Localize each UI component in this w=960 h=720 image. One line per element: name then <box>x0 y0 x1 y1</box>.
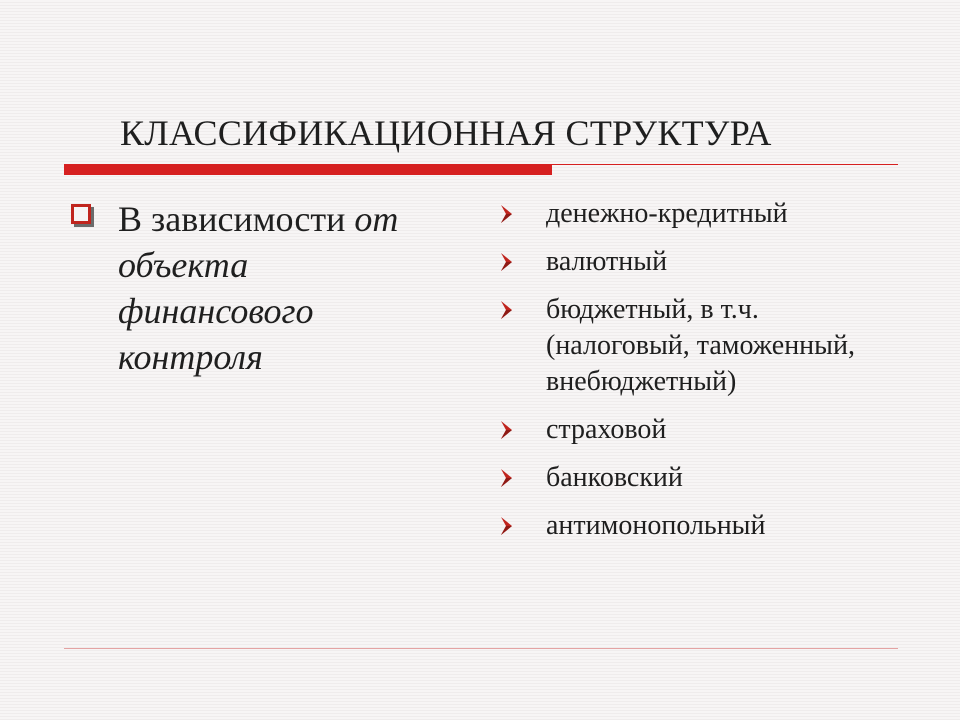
right-column <box>498 196 908 556</box>
list-item <box>498 412 908 448</box>
title-underline-thin <box>552 164 898 165</box>
square-bullet-icon <box>71 204 91 224</box>
left-line-2: объекта <box>118 245 249 285</box>
list-item-label: денежно-кредитный <box>546 198 788 229</box>
left-lead-italic: от <box>354 199 399 239</box>
list-item <box>498 244 908 280</box>
list-item <box>498 292 908 400</box>
list-item-label: страховой <box>546 414 667 445</box>
arrow-bullet-icon <box>498 203 520 225</box>
left-lead-text: В зависимости <box>118 199 355 239</box>
left-bullet-item <box>68 196 448 380</box>
footer-divider <box>64 648 898 649</box>
left-line-3: финансового <box>118 291 314 331</box>
list-item-label: антимонопольный <box>546 510 766 541</box>
list-item-label: валютный <box>546 246 668 277</box>
list-item <box>498 508 908 544</box>
title-underline-thick <box>64 164 552 175</box>
arrow-bullet-icon <box>498 299 520 321</box>
left-column <box>68 196 448 380</box>
arrow-bullet-icon <box>498 467 520 489</box>
list-item <box>498 460 908 496</box>
list-item-label: банковский <box>546 462 683 493</box>
left-line-4: контроля <box>118 337 263 377</box>
list-item <box>498 196 908 232</box>
slide-title: КЛАССИФИКАЦИОННАЯ СТРУКТУРА <box>120 113 772 153</box>
arrow-bullet-icon <box>498 515 520 537</box>
arrow-bullet-icon <box>498 419 520 441</box>
list-item-label: бюджетный, в т.ч. (налоговый, таможенный, внебюджетный) <box>546 294 855 397</box>
arrow-bullet-icon <box>498 251 520 273</box>
